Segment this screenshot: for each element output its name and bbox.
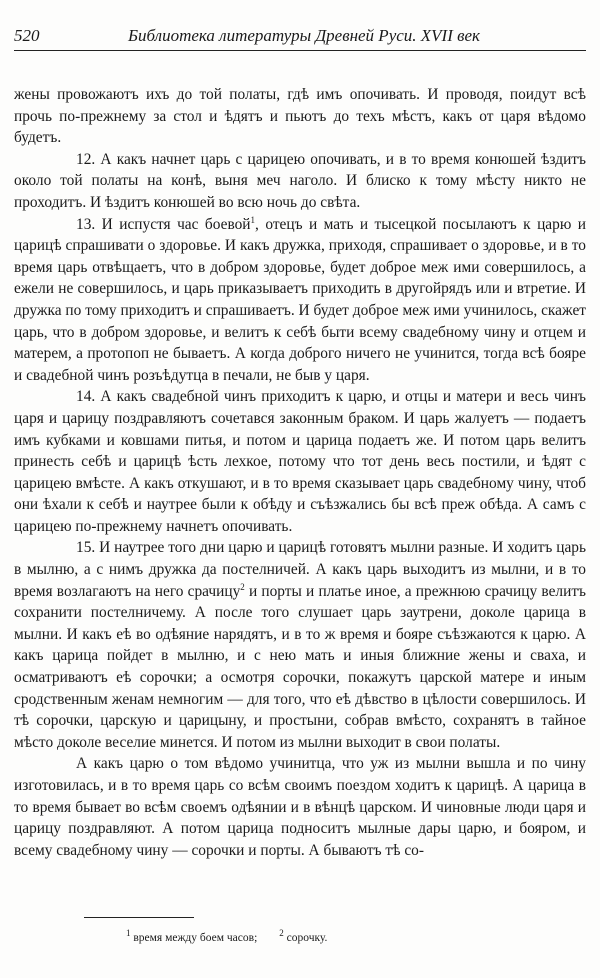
paragraph-continuation: жены провожают͏ъ их͏ъ до той полаты, гдѣ им͏ъ опочивать. И проводя, поидут всѣ прочь по-прежнему за стол и ѣдят͏ъ и пьют͏ъ до тех͏ъ мѣст͏ъ, как͏ъ от царя вѣдомо будет͏ъ. xyxy=(14,86,586,147)
paragraph-13-rest: , отец͏ъ и мать и тысецкой посылают͏ъ к царю и царицѣ спрашивати о здоровье. И как͏ъ дружка, приходя, спрашивает о здоровье, и в то время царь отвѣщает͏ъ, что в добром здоровье, будет доброе меж ими совершилось, а ежели не совершилось, и царь приказывает͏ъ приходить в другойряд͏ъ или и втретие. И дружка по тому приходит͏ъ и спрашивает͏ъ. И будет доброе меж ими учинилось, скажет царь, что в добром здоровье, и велит͏ъ к себѣ быти всему свадебному чину и отцем и матерем, а протопоп не бывает͏ъ. А когда доброго ничего не учинится, тогда всѣ бояре и свадебной чин͏ъ розъѣдутца в печали, не быв у царя. xyxy=(14,215,586,384)
paragraph-15 xyxy=(14,537,586,753)
paragraph-13-start: 13. И испустя час боевой xyxy=(76,215,251,233)
page-number: 520 xyxy=(14,26,40,45)
footnote-divider xyxy=(84,917,194,918)
footnote-ref-2: 2 xyxy=(240,581,245,592)
footnote-1-mark: 1 xyxy=(126,928,131,939)
footnote-1-text: время между боем часов; xyxy=(133,932,258,944)
footnote-2-text: сорочку. xyxy=(286,932,328,944)
paragraph-15-rest: и порты и платье иное, а прежнюю срачицу велит͏ъ сохранити постелничему. А после того слушает царь заутрени, доколе царица в мылни. И как͏ъ еѣ во одѣяние нарядят͏ъ, и в то ж время и бояре съѣзжаются к царю. А как͏ъ царица пойдет в мылню, и с нею мать и иныя ближние жены и сваха, и осматривают͏ъ еѣ сорочки; а осмотря сорочки, покажут͏ъ царской матере и иным сродственным женам немногим — для того, что еѣ дѣвство в цѣлости совершилось. И тѣ сорочки, царскую и царицыну, и простыни, собрав вмѣсто, сохранят͏ъ в тайное мѣсто доколе веселие минется. И потом из мылни выходит в свои полаты. xyxy=(14,582,586,751)
paragraph-13 xyxy=(14,214,586,387)
paragraph-16: А как͏ъ царю о том вѣдомо учинитца, что уж из мылни вышла и по чину изготовилась, и в то время царь со всѣм своим͏ъ поездом ходит͏ъ к царицѣ. А царица в то время бывает во всѣм своем͏ъ одѣянии и в вѣнцѣ царском. И чиновные люди царя и царицу поздравляют. А потом царица подносит͏ъ мылные дары царю, и бояром, и всему свадебному чину — сорочки и порты. А бывают͏ъ тѣ со- xyxy=(14,755,586,859)
running-header xyxy=(14,22,586,51)
main-text xyxy=(14,84,586,861)
paragraph-14: 14. А как͏ъ свадебной чин͏ъ приходит͏ъ к царю, и отцы и матери и весь чин͏ъ царя и царицу поздравляют͏ъ сочетався законным браком. И царь жалует͏ъ — подает͏ъ им͏ъ кубками и ковшами питья, и потом и царица подает͏ъ же. И потом царь велит͏ъ принесть себѣ и царицѣ ѣсть лехкое, потому что тот день весь постили, и ѣдят с царицею вмѣсте. А как͏ъ откушают, и в то время сказывает царь свадебному чину, чтоб они ѣхали к себѣ и наутрее были к обѣду и съѣзжались бы всѣ преж обѣда. А сам͏ъ с царицею по-прежнему начнет͏ъ опочивать. xyxy=(14,388,586,535)
running-title: Библиотека литературы Древней Руси. XVII век xyxy=(128,26,481,45)
paragraph-15-start: 15. И наутрее того дни царю и царицѣ готовят͏ъ мылни разные. И ходит͏ъ царь в мылню, а с ним͏ъ дружка да постелничей. А как͏ъ царь выходит͏ъ из мылни, и в то время возлагают͏ъ на него срачицу xyxy=(14,539,586,600)
footnote-ref-1: 1 xyxy=(250,214,256,225)
paragraph-12: 12. А как͏ъ начнет царь с царицею опочивать, и в то время конюшей ѣздит͏ъ около той полаты на конѣ, выня меч наголо. И блиско к тому мѣсту никто не проходит͏ъ. И ѣздит͏ъ конюшей во всю ночь до свѣта. xyxy=(14,150,586,211)
footnote-2-mark: 2 xyxy=(279,928,284,939)
footnotes xyxy=(126,928,328,944)
footnote-2 xyxy=(279,928,328,944)
footnote-1 xyxy=(126,928,258,944)
